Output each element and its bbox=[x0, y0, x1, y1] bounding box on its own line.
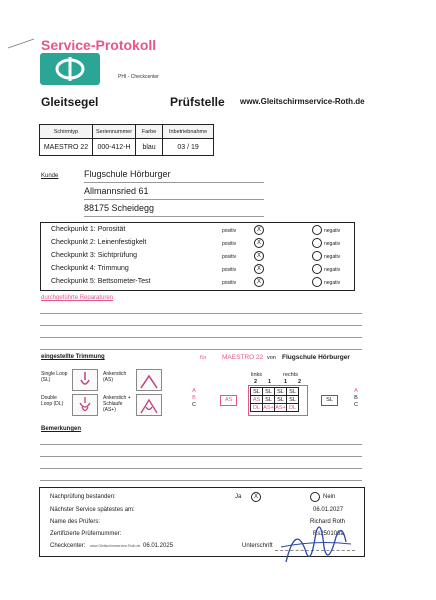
knot-icon bbox=[137, 370, 161, 390]
knot-icon bbox=[73, 395, 97, 415]
info-header: Seriennummer bbox=[93, 125, 136, 139]
info-value: 03 / 19 bbox=[163, 139, 214, 156]
trim-owner: Flugschule Hörburger bbox=[282, 354, 350, 361]
glider-info-table bbox=[39, 124, 214, 156]
info-header: Inbetriebnahme bbox=[163, 125, 214, 139]
ankerstich-label: Ankerstich (AS) bbox=[103, 371, 127, 383]
col-num: 2 bbox=[298, 379, 302, 385]
negative-label: negativ bbox=[324, 241, 341, 247]
repairs-line bbox=[40, 325, 362, 326]
negative-label: negativ bbox=[324, 280, 341, 286]
ankerstich-schlaufe-label: Ankerstich + Schlaufe (AS+) bbox=[103, 395, 131, 413]
negative-checkbox[interactable] bbox=[312, 225, 322, 235]
info-value: MAESTRO 22 bbox=[40, 139, 93, 156]
checkpoint-label: Checkpunkt 4: Trimmung bbox=[51, 265, 129, 272]
col-num: 2 bbox=[254, 379, 258, 385]
website-text: www.Gleitschirmservice-Roth.de bbox=[240, 97, 365, 106]
trim-cell: DL bbox=[251, 404, 263, 412]
double-loop-label: Double Loop (DL) bbox=[41, 395, 64, 407]
kunde-line: Flugschule Hörburger bbox=[84, 169, 264, 183]
positive-label: positiv bbox=[222, 280, 237, 286]
checkpoint-label: Checkpunkt 1: Porosität bbox=[51, 226, 126, 233]
nein-checkbox[interactable] bbox=[310, 492, 320, 502]
positive-checkbox[interactable]: X bbox=[254, 277, 264, 287]
info-value: blau bbox=[136, 139, 163, 156]
positive-checkbox[interactable]: X bbox=[254, 264, 264, 274]
office-heading: Prüfstelle bbox=[170, 95, 225, 109]
negative-label: negativ bbox=[324, 254, 341, 260]
rechts-label: rechts bbox=[283, 372, 298, 378]
inspector-name-value: Richard Roth bbox=[310, 519, 346, 525]
abc-letter: A bbox=[354, 388, 358, 394]
abc-right bbox=[352, 388, 360, 409]
negative-checkbox[interactable] bbox=[312, 264, 322, 274]
outside-left-value: AS bbox=[220, 395, 237, 406]
cert-number-label: Zertifizierte Prüfernummer: bbox=[50, 531, 122, 537]
trim-cell: AS bbox=[251, 396, 263, 404]
trim-label: eingestellte Trimmung bbox=[41, 354, 105, 360]
kunde-line: Allmannsried 61 bbox=[84, 186, 264, 200]
next-service-value: 06.01.2027 bbox=[313, 507, 344, 513]
info-value: 000-412-H bbox=[93, 139, 136, 156]
knot-icon bbox=[73, 370, 97, 390]
negative-checkbox[interactable] bbox=[312, 251, 322, 261]
trim-cell: SL bbox=[275, 396, 287, 404]
positive-checkbox[interactable]: X bbox=[254, 238, 264, 248]
positive-checkbox[interactable]: X bbox=[254, 225, 264, 235]
remarks-label: Bemerkungen bbox=[41, 426, 82, 432]
logo-subtitle: PHI - Checkcenter bbox=[118, 74, 159, 80]
checkcenter-date: 06.01.2025 bbox=[143, 543, 174, 549]
outside-right-value: SL bbox=[321, 395, 338, 406]
ankerstich-schlaufe-knot-image bbox=[136, 394, 162, 416]
checkpoint-label: Checkpunkt 2: Leinenfestigkelt bbox=[51, 239, 147, 246]
abc-letter: C bbox=[354, 402, 358, 408]
trim-model: MAESTRO 22 bbox=[222, 354, 264, 361]
trim-cell: SL bbox=[287, 388, 299, 396]
positive-label: positiv bbox=[222, 267, 237, 273]
cert-number-value: Rs250106a bbox=[313, 531, 344, 537]
kunde-label: Kunde bbox=[41, 173, 59, 179]
nein-label: Nein bbox=[323, 494, 336, 500]
phi-logo-icon bbox=[40, 53, 100, 85]
abc-left bbox=[190, 388, 198, 409]
repairs-label: durchgeführte Reparaturen bbox=[41, 295, 114, 301]
pen-stroke-mark bbox=[6, 37, 36, 51]
positive-label: positiv bbox=[222, 228, 237, 234]
ja-label: Ja bbox=[235, 494, 242, 500]
negative-checkbox[interactable] bbox=[312, 238, 322, 248]
ja-checkbox[interactable]: X bbox=[251, 492, 261, 502]
remarks-line bbox=[40, 444, 362, 445]
double-loop-knot-image bbox=[72, 394, 98, 416]
glider-heading: Gleitsegel bbox=[41, 95, 99, 109]
trim-cell: SL bbox=[275, 388, 287, 396]
negative-label: negativ bbox=[324, 228, 341, 234]
trim-cell: AS+ bbox=[263, 404, 274, 411]
checkpoint-label: Checkpunkt 5: Bettsometer-Test bbox=[51, 278, 151, 285]
checkpoint-label: Checkpunkt 3: Sichtprüfung bbox=[51, 252, 137, 259]
col-num: 1 bbox=[284, 379, 288, 385]
info-header: Schirmtyp bbox=[40, 125, 93, 139]
abc-letter: C bbox=[192, 402, 196, 408]
trim-cell: DL bbox=[287, 404, 299, 412]
positive-label: positiv bbox=[222, 254, 237, 260]
abc-letter: B bbox=[192, 395, 196, 401]
checkcenter-label: Checkcenter: bbox=[50, 543, 86, 549]
phi-logo bbox=[40, 53, 100, 85]
links-label: links bbox=[251, 372, 263, 378]
remarks-line bbox=[40, 480, 362, 481]
inspector-name-label: Name des Prüfers: bbox=[50, 519, 101, 525]
trim-for: für bbox=[200, 355, 207, 361]
trim-cell: AS+ bbox=[275, 404, 286, 411]
signature-scribble bbox=[276, 512, 356, 572]
trim-cell: SL bbox=[287, 396, 299, 404]
page-title: Service-Protokoll bbox=[41, 37, 157, 53]
trim-von: von bbox=[267, 355, 276, 361]
single-loop-label: Single Loop (SL) bbox=[41, 371, 68, 383]
repairs-line bbox=[40, 349, 362, 350]
passed-label: Nachprüfung bestanden: bbox=[50, 494, 116, 500]
ankerstich-knot-image bbox=[136, 369, 162, 391]
trim-cell: SL bbox=[263, 396, 275, 404]
signature-label: Unterschrift bbox=[242, 543, 273, 549]
trim-cell: SL bbox=[251, 388, 263, 396]
remarks-line bbox=[40, 468, 362, 469]
single-loop-knot-image bbox=[72, 369, 98, 391]
positive-checkbox[interactable]: X bbox=[254, 251, 264, 261]
abc-letter: A bbox=[192, 388, 196, 394]
abc-letter: B bbox=[354, 395, 358, 401]
negative-checkbox[interactable] bbox=[312, 277, 322, 287]
col-num: 1 bbox=[268, 379, 272, 385]
positive-label: positiv bbox=[222, 241, 237, 247]
info-header: Farbe bbox=[136, 125, 163, 139]
next-service-label: Nächster Service spätestes am: bbox=[50, 507, 135, 513]
trim-cell: SL bbox=[263, 388, 275, 396]
remarks-line bbox=[40, 456, 362, 457]
knot-icon bbox=[137, 395, 161, 415]
kunde-line: 88175 Scheidegg bbox=[84, 203, 264, 217]
checkcenter-site: www.Gleitschirmservice-Roth.de bbox=[90, 544, 141, 548]
trim-grid bbox=[250, 387, 299, 412]
repairs-line bbox=[40, 337, 362, 338]
negative-label: negativ bbox=[324, 267, 341, 273]
repairs-line bbox=[40, 313, 362, 314]
